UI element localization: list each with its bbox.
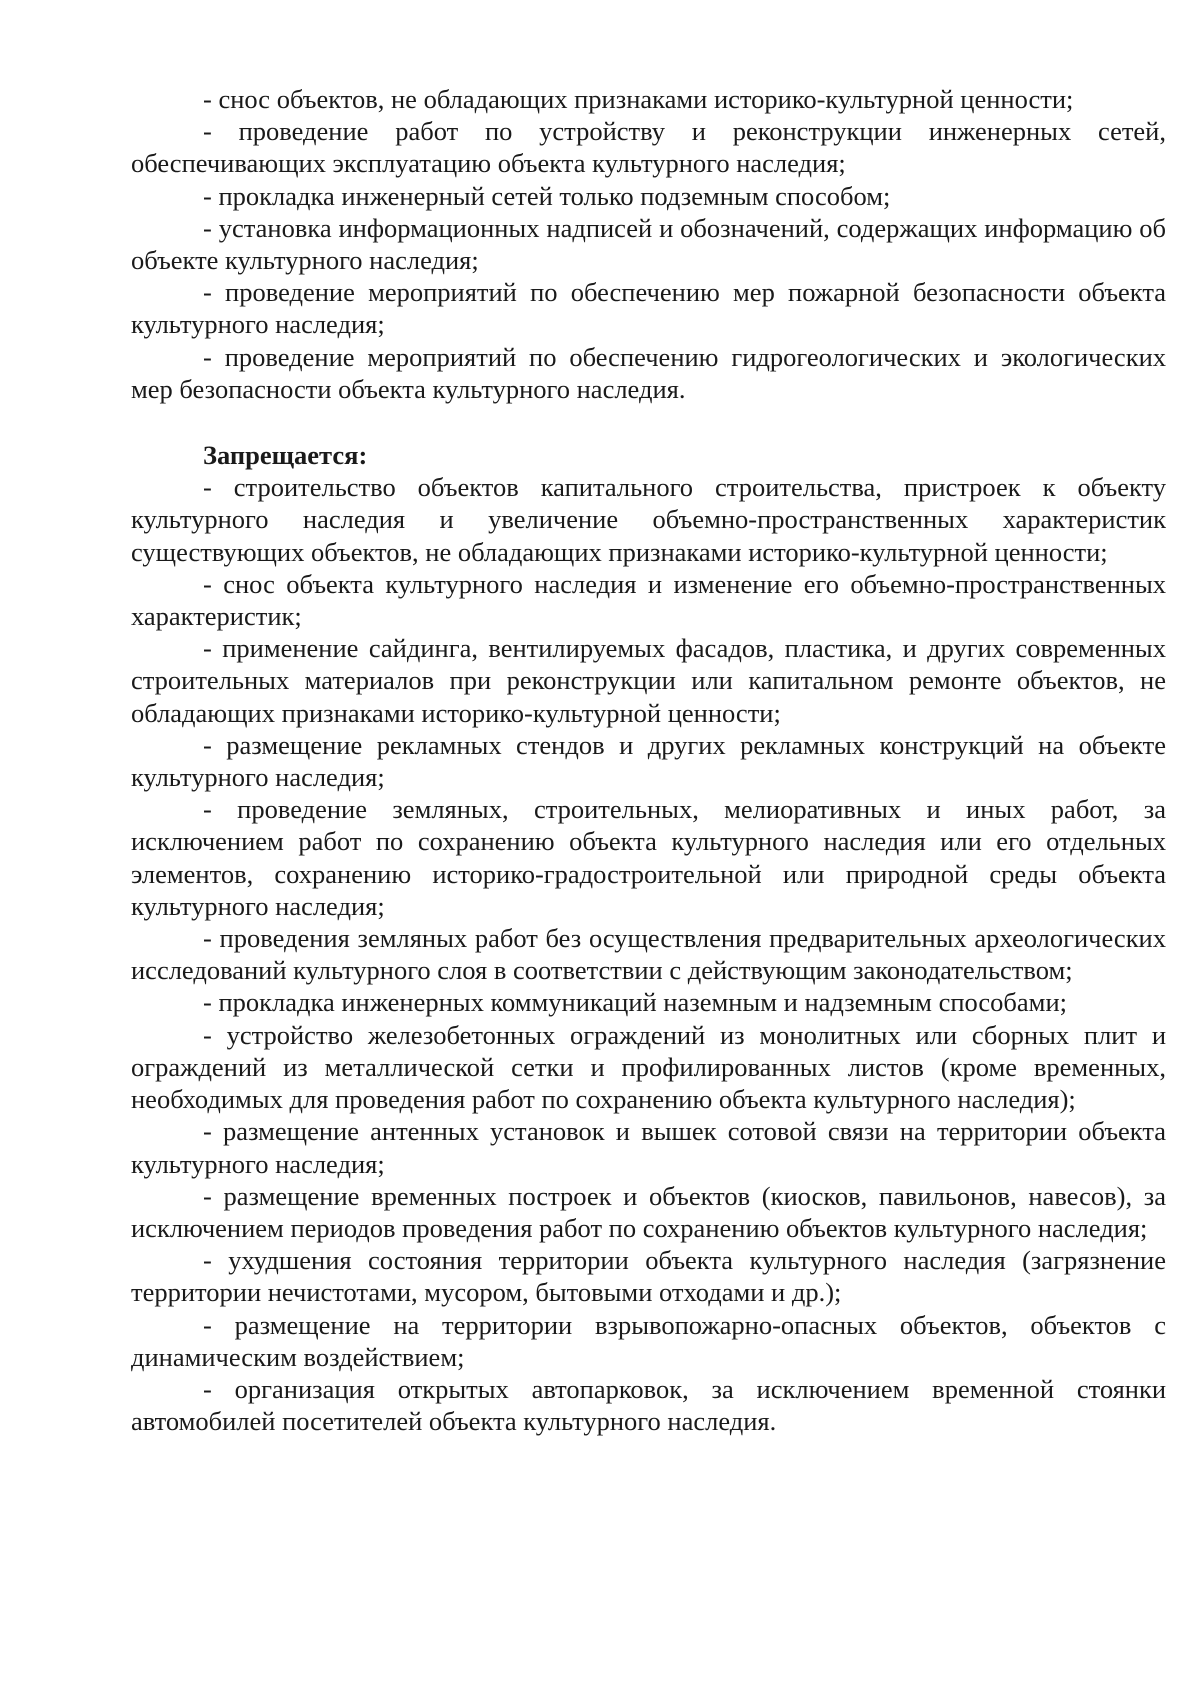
prohibited-item: - размещение временных построек и объектов (киосков, павильонов, навесов), за исключением периодов проведения работ по сохранению объектов культурного наследия; xyxy=(131,1180,1166,1243)
prohibited-item: - проведение земляных, строительных, мелиоративных и иных работ, за исключением работ по сохранению объекта культурного наследия или его отдельных элементов, сохранению историко-градостроительной или природной среды объекта культурного наследия; xyxy=(131,794,1166,921)
allowed-item: - проведение мероприятий по обеспечению мер пожарной безопасности объекта культурного наследия; xyxy=(131,277,1166,340)
prohibited-item: - снос объекта культурного наследия и изменение его объемно-пространственных характеристик; xyxy=(131,568,1166,632)
document-page xyxy=(131,83,1166,1437)
prohibited-item: - проведения земляных работ без осуществления предварительных археологических исследований культурного слоя в соответствии с действующим законодательством; xyxy=(131,923,1166,986)
allowed-item: - проведение мероприятий по обеспечению гидрогеологических и экологических мер безопасности объекта культурного наследия. xyxy=(131,341,1166,404)
prohibited-heading: Запрещается: xyxy=(203,440,368,471)
prohibited-item: - размещение антенных установок и вышек сотовой связи на территории объекта культурного наследия; xyxy=(131,1116,1166,1179)
allowed-item: - проведение работ по устройству и реконструкции инженерных сетей, обеспечивающих эксплуатацию объекта культурного наследия; xyxy=(131,116,1166,179)
prohibited-item: - строительство объектов капитального строительства, пристроек к объекту культурного наследия и увеличение объемно-пространственных характеристик существующих объектов, не обладающих признаками историко-культурной ценности; xyxy=(131,472,1166,567)
prohibited-item: - организация открытых автопарковок, за исключением временной стоянки автомобилей посетителей объекта культурного наследия. xyxy=(131,1373,1166,1437)
allowed-item: - установка информационных надписей и обозначений, содержащих информацию об объекте культурного наследия; xyxy=(131,212,1166,276)
prohibited-item: - прокладка инженерных коммуникаций наземным и надземным способами; xyxy=(203,987,1067,1018)
prohibited-item: - размещение рекламных стендов и других рекламных конструкций на объекте культурного наследия; xyxy=(131,729,1166,793)
prohibited-item: - ухудшения состояния территории объекта культурного наследия (загрязнение территории нечистотами, мусором, бытовыми отходами и др.); xyxy=(131,1245,1166,1308)
prohibited-item: - применение сайдинга, вентилируемых фасадов, пластика, и других современных строительных материалов при реконструкции или капитальном ремонте объектов, не обладающих признаками историко-культурной ценности; xyxy=(131,633,1166,728)
prohibited-item: - размещение на территории взрывопожарно-опасных объектов, объектов с динамическим воздействием; xyxy=(131,1309,1166,1372)
section-gap xyxy=(131,405,1166,439)
allowed-item: - прокладка инженерный сетей только подземным способом; xyxy=(203,180,891,211)
allowed-item: - снос объектов, не обладающих признаками историко-культурной ценности; xyxy=(203,84,1074,114)
prohibited-item: - устройство железобетонных ограждений из монолитных или сборных плит и ограждений из металлической сетки и профилированных листов (кроме временных, необходимых для проведения работ по сохранению объекта культурного наследия); xyxy=(131,1019,1166,1115)
